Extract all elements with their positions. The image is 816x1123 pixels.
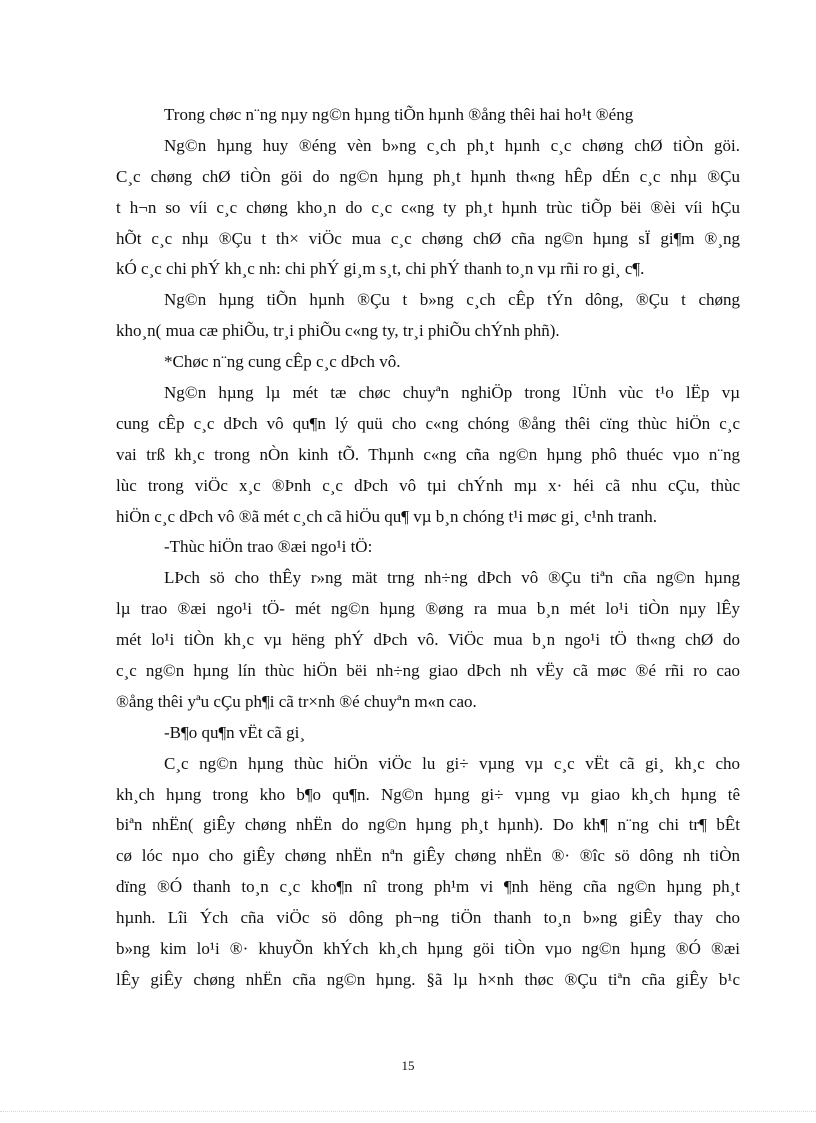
text-line: dïng ®Ó thanh to¸n c¸c kho¶n nî trong ph¹m vi ¶nh hëng cña ng©n hµng ph¸t — [116, 877, 740, 897]
text-line: -B¶o qu¶n vËt cã gi¸ — [164, 722, 305, 742]
text-line: Ng©n hµng tiÕn hµnh ®Çu t b»ng c¸ch cÊp tÝn dông, ®Çu t chøng — [164, 290, 740, 310]
text-line: Ng©n hµng lµ mét tæ chøc chuyªn nghiÖp trong lÜnh vùc t¹o lËp vµ — [164, 383, 740, 403]
text-line: -Thùc hiÖn trao ®æi ngo¹i tÖ: — [164, 537, 373, 557]
text-line: *Chøc n¨ng cung cÊp c¸c dÞch vô. — [164, 352, 401, 372]
text-line: C¸c chøng chØ tiÒn göi do ng©n hµng ph¸t hµnh th«ng hÊp dÉn c¸c nhµ ®Çu — [116, 166, 740, 186]
text-line: Trong chøc n¨ng nµy ng©n hµng tiÕn hµnh ®ång thêi hai ho¹t ®éng — [164, 105, 634, 124]
text-line: vai trß kh¸c trong nÒn kinh tÕ. Thµnh c«ng cña ng©n hµng phô thuéc vµo n¨ng — [116, 444, 740, 464]
text-line: LÞch sö cho thÊy r»ng mät trng nh÷ng dÞch vô ®Çu tiªn cña ng©n hµng — [164, 568, 740, 588]
text-line: kho¸n( mua cæ phiÕu, tr¸i phiÕu c«ng ty, tr¸i phiÕu chÝnh phñ). — [116, 321, 560, 341]
text-line: mét lo¹i tiÒn kh¸c vµ hëng phÝ dÞch vô. ViÖc mua b¸n ngo¹i tÖ th«ng chØ do — [116, 630, 740, 650]
text-line: hµnh. Lîi Ých cña viÖc sö dông ph¬ng tiÖn thanh to¸n b»ng giÊy thay cho — [116, 908, 740, 928]
text-line: Ng©n hµng huy ®éng vèn b»ng c¸ch ph¸t hµnh c¸c chøng chØ tiÒn göi. — [164, 135, 740, 155]
text-line: lµ trao ®æi ngo¹i tÖ- mét ng©n hµng ®øng ra mua b¸n mét lo¹i tiÒn nµy lÊy — [116, 599, 740, 619]
page-number: 15 — [401, 1058, 415, 1073]
text-line: t h¬n so víi c¸c chøng kho¸n do c¸c c«ng ty ph¸t hµnh trùc tiÕp bëi ®èi víi hÇu — [116, 197, 740, 217]
text-line: cø lóc nµo cho giÊy chøng nhËn nªn giÊy chøng nhËn ®· ®îc sö dông nh tiÒn — [116, 846, 740, 866]
text-line: lùc trong viÖc x¸c ®Þnh c¸c dÞch vô tµi chÝnh mµ x· héi cã nhu cÇu, thùc — [116, 475, 740, 495]
text-line: ®ång thêi yªu cÇu ph¶i cã tr×nh ®é chuyªn m«n cao. — [116, 691, 477, 711]
text-line: C¸c ng©n hµng thùc hiÖn viÖc lu gi÷ vµng vµ c¸c vËt cã gi¸ kh¸c cho — [164, 753, 740, 773]
footer-divider — [0, 1111, 816, 1112]
text-line: kÓ c¸c chi phÝ kh¸c nh: chi phÝ gi¸m s¸t, chi phÝ thanh to¸n vµ rñi ro gi¸ c¶. — [116, 259, 645, 279]
text-line: kh¸ch hµng trong kho b¶o qu¶n. Ng©n hµng gi÷ vµng vµ giao kh¸ch hµng tê — [116, 784, 740, 804]
text-line: lÊy giÊy chøng nhËn cña ng©n hµng. §ã lµ h×nh thøc ®Çu tiªn cña giÊy b¹c — [116, 969, 740, 989]
text-line: biªn nhËn( giÊy chøng nhËn do ng©n hµng ph¸t hµnh). Do kh¶ n¨ng chi tr¶ bÊt — [116, 815, 740, 835]
text-line: b»ng kim lo¹i ®· khuyÕn khÝch kh¸ch hµng göi tiÒn vµo ng©n hµng ®Ó ®æi — [116, 939, 740, 959]
document-body — [116, 100, 740, 996]
text-line: c¸c ng©n hµng lín thùc hiÖn bëi nh÷ng giao dÞch nh vËy cã møc ®é rñi ro cao — [116, 661, 740, 681]
text-line: hiÖn c¸c dÞch vô ®ã mét c¸ch cã hiÖu qu¶ vµ b¸n chóng t¹i møc gi¸ c¹nh tranh. — [116, 506, 658, 526]
text-line: cung cÊp c¸c dÞch vô qu¶n lý quü cho c«ng chóng ®ång thêi cïng thùc hiÖn c¸c — [116, 413, 740, 433]
text-line: hÕt c¸c nhµ ®Çu t th× viÖc mua c¸c chøng chØ cña ng©n hµng sÏ gi¶m ®¸ng — [116, 228, 740, 248]
